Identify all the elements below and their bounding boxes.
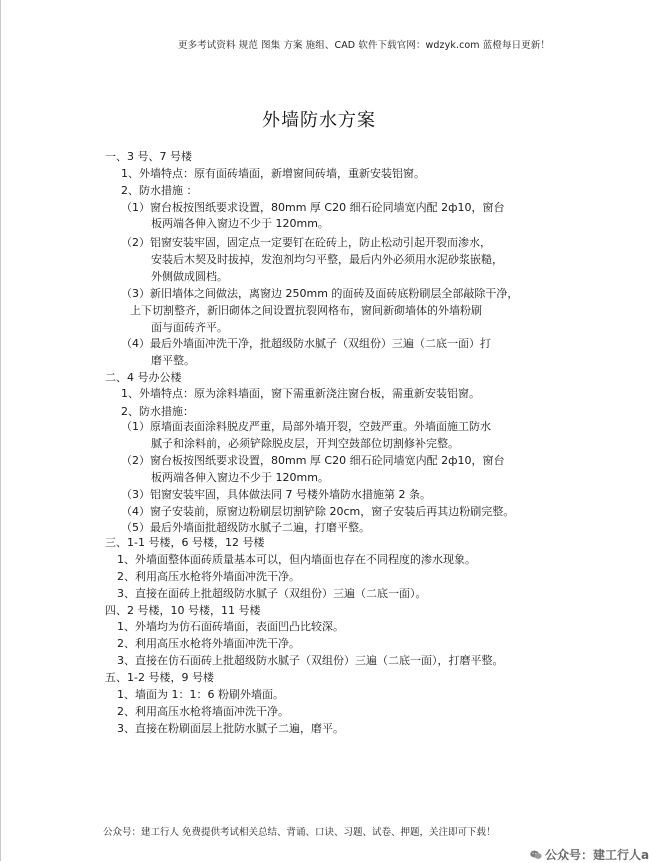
paragraph-line: 1、外墙面整体面砖质量基本可以，但内墙面也存在不同程度的渗水现象。 [117,553,476,566]
paragraph-line: 3、直接在仿石面砖上批超级防水腻子（双组份）三遍（二底一面），打磨平整。 [117,654,504,667]
section-heading: 二、4 号办公楼 [105,371,182,384]
page-header: 更多考试资料 规范 图集 方案 施组、CAD 软件下载官网：wdzyk.com 蓝橙每日更新！ [178,40,550,51]
paragraph-line: 磨平整。 [151,354,195,367]
section-heading: 四、2 号楼，10 号楼，11 号楼 [105,604,261,617]
paragraph-line: 1、外墙均为仿石面砖墙面，表面凹凸比较深。 [117,620,344,633]
paragraph-line: 3、直接在粉刷面层上批防水腻子二遍，磨平。 [117,722,344,735]
page-footer: 公众号：建工行人 免费提供考试相关总结、背诵、口诀、习题、试卷、押题，关注即可下载！ [103,827,496,838]
paragraph-line: （1）窗台板按图纸要求设置，80mm 厚 C20 细石砼同墙宽内配 2ф10，窗台 [121,201,505,214]
paragraph-line: 安装后木契及时拔掉，发泡剂均匀平整，最后内外必须用水泥砂浆嵌糙， [151,253,503,266]
paragraph-line: 2、利用高压水枪将墙面冲洗干净。 [117,705,289,718]
section-heading: 一、3 号、7 号楼 [105,150,192,163]
paragraph-line: 2、利用高压水枪将外墙面冲洗干净。 [117,570,300,583]
paragraph-line: （4）窗子安装前，原窗边粉刷层切割铲除 20cm，窗子安装后再其边粉刷完整。 [121,505,515,518]
paragraph-line: 2、防水措施： [121,405,194,418]
paragraph-line: 腻子和涂料前，必须铲除脱皮层，开判空鼓部位切割修补完整。 [151,437,459,450]
paragraph-line: （1）原墙面表面涂料脱皮严重，局部外墙开裂，空鼓严重。外墙面施工防水 [121,420,491,433]
paragraph-line: （4）最后外墙面冲洗干净，批超级防水腻子（双组份）三遍（二底一面）打 [121,337,491,350]
paragraph-line: 2、防水措施 ： [121,184,198,197]
paragraph-line: 1、外墙特点：原为涂料墙面，窗下需重新浇注窗台板，需重新安装铝窗。 [121,387,480,400]
section-heading: 五、1-2 号楼，9 号楼 [105,671,214,684]
paragraph-line: （2）铝窗安装牢固，固定点一定要钉在砼砖上，防止松动引起开裂而渗水， [121,236,491,249]
paragraph-line: 上下切割整齐，新旧砌体之间设置抗裂网格布，窗间新砌墙体的外墙粉刷 [130,304,482,317]
paragraph-line: 面与面砖齐平。 [151,321,228,334]
paragraph-line: 3、直接在面砖上批超级防水腻子（双组份）三遍（二底一面）。 [117,587,427,600]
paragraph-line: 1、墙面为 1：1：6 粉刷外墙面。 [117,688,284,701]
paragraph-line: （2）窗台板按图纸要求设置，80mm 厚 C20 细石砼同墙宽内配 2ф10，窗台 [121,454,505,467]
paragraph-line: （3）铝窗安装牢固，具体做法同 7 号楼外墙防水措施第 2 条。 [121,488,431,501]
wechat-icon [530,849,542,859]
watermark [530,846,649,863]
paragraph-line: 外侧做成圆档。 [151,270,228,283]
document-title: 外墙防水方案 [262,110,376,131]
paragraph-line: 1、外墙特点：原有面砖墙面，新增窗间砖墙，重新安装铝窗。 [121,167,425,180]
paragraph-line: （5）最后外墙面批超级防水腻子二遍，打磨平整。 [121,521,370,534]
paragraph-line: 2、利用高压水枪将外墙面冲洗干净。 [117,637,300,650]
section-heading: 三、1-1 号楼，6 号楼，12 号楼 [105,536,265,549]
paragraph-line: 板两端各伸入窗边不少于 120mm。 [151,471,329,484]
paragraph-line: （3）新旧墙体之间做法，离窗边 250mm 的面砖及面砖底粉刷层全部敲除干净， [121,287,519,300]
paragraph-line: 板两端各伸入窗边不少于 120mm。 [151,217,329,230]
watermark-text: 公众号：建工行人a [545,848,649,862]
